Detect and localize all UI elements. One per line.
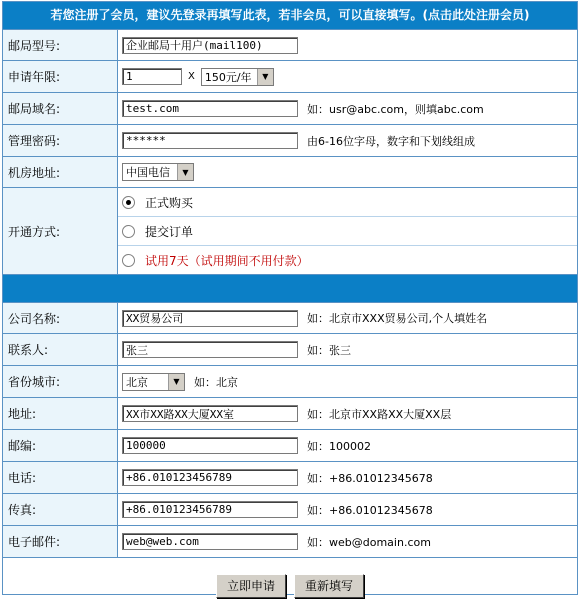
datacenter-row — [3, 157, 577, 188]
years-input[interactable]: 1 — [122, 68, 182, 85]
contact-input[interactable]: 张三 — [122, 341, 298, 358]
period-label: 申请年限: — [3, 61, 118, 92]
radio-label-trial: 试用7天（试用期间不用付款） — [145, 253, 309, 268]
email-label: 电子邮件: — [3, 526, 118, 557]
multiply-sign: X — [188, 71, 195, 82]
datacenter-select[interactable] — [122, 163, 194, 181]
email-row — [3, 526, 577, 558]
password-hint: 由6-16位字母，数字和下划线组成 — [307, 134, 475, 148]
company-hint: 如：北京市XXX贸易公司,个人填姓名 — [307, 312, 488, 325]
company-label: 公司名称: — [3, 303, 118, 333]
address-hint: 如：北京市XX路XX大厦XX层 — [307, 407, 452, 421]
price-select[interactable] — [201, 68, 274, 86]
open-method-row — [3, 188, 577, 275]
company-input[interactable]: XX贸易公司 — [122, 310, 298, 327]
register-banner-link[interactable]: 若您注册了会员，建议先登录再填写此表，若非会员，可以直接填写。(点击此处注册会员) — [3, 2, 577, 30]
contact-row — [3, 334, 577, 366]
province-label: 省份城市: — [3, 366, 118, 397]
submit-button[interactable]: 立即申请 — [216, 574, 286, 598]
address-row — [3, 398, 577, 430]
password-row — [3, 125, 577, 157]
address-input[interactable]: XX市XX路XX大厦XX室 — [122, 405, 298, 422]
password-label: 管理密码: — [3, 125, 118, 156]
radio-label-order: 提交订单 — [145, 224, 194, 239]
fax-label: 传真: — [3, 494, 118, 525]
chevron-down-icon[interactable]: ▼ — [177, 164, 193, 180]
price-select-value: 150元/年 — [204, 70, 252, 84]
phone-row — [3, 462, 577, 494]
section-divider — [3, 275, 577, 303]
fax-hint: 如：+86.01012345678 — [307, 503, 433, 517]
radio-button[interactable] — [122, 254, 135, 267]
phone-hint: 如：+86.01012345678 — [307, 471, 433, 485]
postcode-label: 邮编: — [3, 430, 118, 461]
province-select[interactable] — [122, 373, 185, 391]
province-select-value: 北京 — [126, 375, 148, 389]
domain-row — [3, 93, 577, 125]
datacenter-select-value: 中国电信 — [126, 166, 170, 179]
period-row — [3, 61, 577, 93]
chevron-down-icon[interactable]: ▼ — [257, 69, 273, 85]
chevron-down-icon[interactable]: ▼ — [168, 374, 184, 390]
email-hint: 如：web@domain.com — [307, 535, 431, 549]
postcode-hint: 如：100002 — [307, 439, 371, 453]
open-method-label: 开通方式: — [3, 188, 118, 274]
company-row — [3, 303, 577, 334]
radio-button[interactable] — [122, 196, 135, 209]
contact-hint: 如：张三 — [307, 343, 351, 357]
reset-button[interactable]: 重新填写 — [294, 574, 364, 598]
email-input[interactable]: web@web.com — [122, 533, 298, 550]
fax-row — [3, 494, 577, 526]
province-row — [3, 366, 577, 398]
fax-input[interactable]: +86.010123456789 — [122, 501, 298, 518]
datacenter-label: 机房地址: — [3, 157, 118, 187]
postcode-input[interactable]: 100000 — [122, 437, 298, 454]
mailbox-type-field[interactable]: 企业邮局十用户(mail100) — [122, 37, 298, 54]
radio-option-trial[interactable] — [118, 246, 577, 274]
password-input[interactable]: ****** — [122, 132, 298, 149]
order-form — [2, 1, 578, 595]
radio-label-buy: 正式购买 — [145, 195, 194, 210]
phone-input[interactable]: +86.010123456789 — [122, 469, 298, 486]
form-actions — [3, 558, 577, 613]
domain-label: 邮局域名: — [3, 93, 118, 124]
address-label: 地址: — [3, 398, 118, 429]
domain-input[interactable]: test.com — [122, 100, 298, 117]
province-hint: 如：北京 — [194, 375, 238, 389]
domain-hint: 如：usr@abc.com，则填abc.com — [307, 102, 484, 116]
radio-option-buy[interactable] — [118, 188, 577, 217]
contact-label: 联系人: — [3, 334, 118, 365]
mailbox-type-label: 邮局型号: — [3, 30, 118, 60]
phone-label: 电话: — [3, 462, 118, 493]
radio-option-order[interactable] — [118, 217, 577, 246]
mailbox-type-row — [3, 30, 577, 61]
postcode-row — [3, 430, 577, 462]
radio-button[interactable] — [122, 225, 135, 238]
